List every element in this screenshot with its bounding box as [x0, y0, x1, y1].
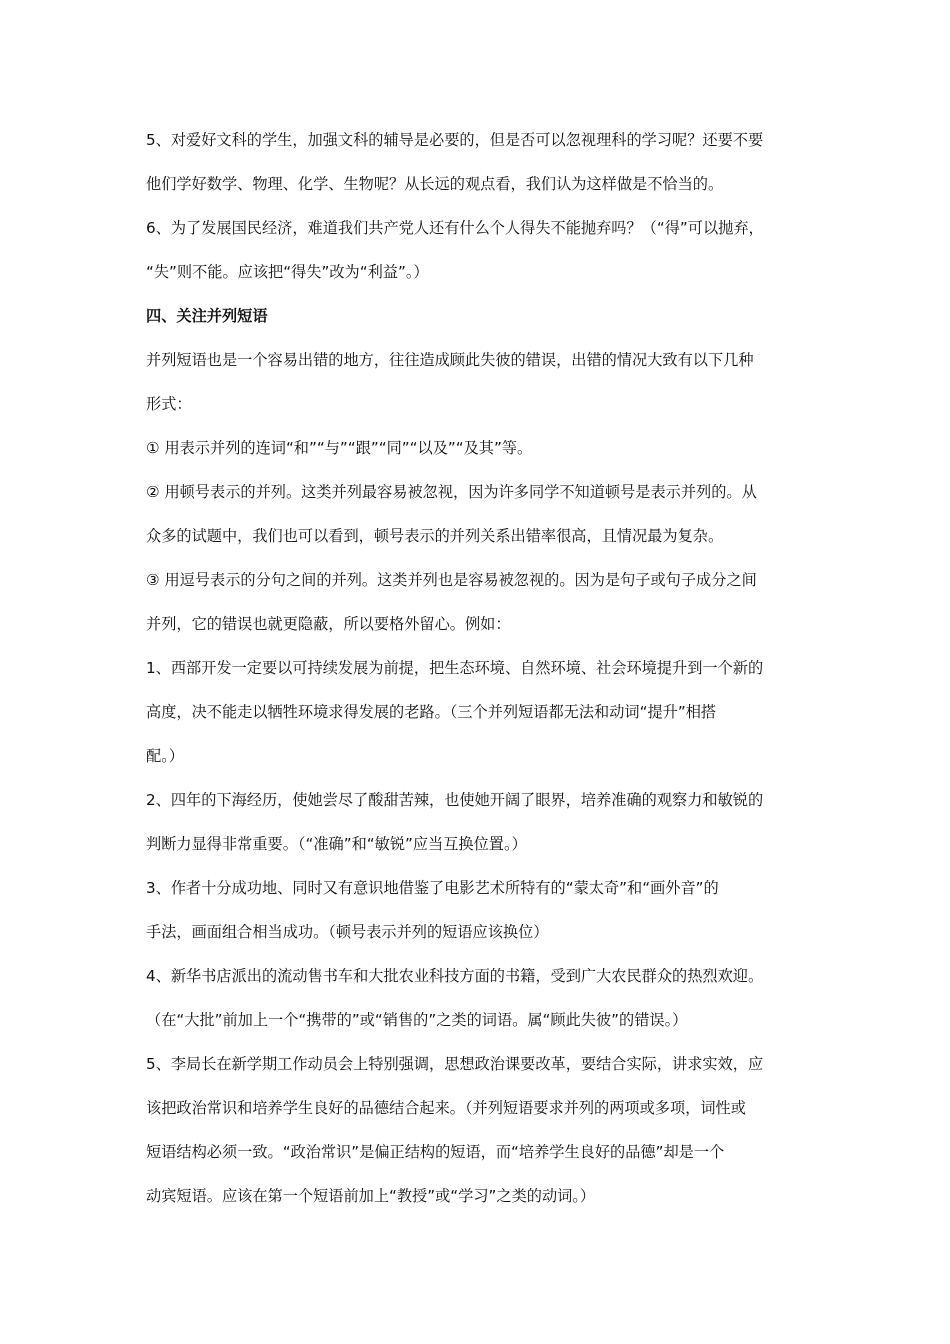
text-line: 短语结构必须一致。“政治常识”是偏正结构的短语，而“培养学生良好的品德”却是一个 — [146, 1143, 725, 1161]
text-line: 判断力显得非常重要。（“准确”和“敏锐”应当互换位置。） — [146, 835, 527, 853]
text-line: 他们学好数学、物理、化学、生物呢？从长远的观点看，我们认为这样做是不恰当的。 — [146, 175, 724, 193]
text-line: 6、为了发展国民经济，难道我们共产党人还有什么个人得失不能抛弃吗？（“得”可以抛弃， — [146, 219, 764, 237]
text-line: 高度，决不能走以牺牲环境求得发展的老路。（三个并列短语都无法和动词“提升”相搭 — [146, 703, 717, 721]
text-line: ② 用顿号表示的并列。这类并列最容易被忽视，因为许多同学不知道顿号是表示并列的。从 — [146, 483, 757, 501]
text-line: 动宾短语。应该在第一个短语前加上“教授”或“学习”之类的动词。） — [146, 1187, 596, 1205]
text-line: 2、四年的下海经历，使她尝尽了酸甜苦辣，也使她开阔了眼界，培养准确的观察力和敏锐的 — [146, 791, 764, 809]
text-line: 众多的试题中，我们也可以看到，顿号表示的并列关系出错率很高，且情况最为复杂。 — [146, 527, 724, 545]
text-line: 形式： — [146, 395, 192, 413]
text-line: ① 用表示并列的连词“和”“与”“跟”“同”“以及”“及其”等。 — [146, 439, 533, 457]
text-line: 3、作者十分成功地、同时又有意识地借鉴了电影艺术所特有的“蒙太奇”和“画外音”的 — [146, 879, 719, 897]
text-line: 手法，画面组合相当成功。（顿号表示并列的短语应该换位） — [146, 923, 549, 941]
text-line: “失”则不能。应该把“得失”改为“利益”。） — [146, 263, 429, 281]
text-line: 并列短语也是一个容易出错的地方，往往造成顾此失彼的错误，出错的情况大致有以下几种 — [146, 351, 754, 369]
text-line: 1、西部开发一定要以可持续发展为前提，把生态环境、自然环境、社会环境提升到一个新的 — [146, 659, 764, 677]
text-line: 该把政治常识和培养学生良好的品德结合起来。（并列短语要求并列的两项或多项，词性或 — [146, 1099, 746, 1117]
text-line: 5、对爱好文科的学生，加强文科的辅导是必要的，但是否可以忽视理科的学习呢？还要不要 — [146, 131, 764, 149]
document-page — [146, 118, 816, 1218]
text-line: 5、李局长在新学期工作动员会上特别强调，思想政治课要改革，要结合实际，讲求实效，应 — [146, 1055, 764, 1073]
section-heading: 四、关注并列短语 — [146, 307, 268, 325]
text-line: 4、新华书店派出的流动售书车和大批农业科技方面的书籍，受到广大农民群众的热烈欢迎。 — [146, 967, 764, 985]
text-line: 配。） — [146, 747, 184, 765]
text-line: （在“大批”前加上一个“携带的”或“销售的”之类的词语。属“顾此失彼”的错误。） — [146, 1011, 688, 1029]
text-line: ③ 用逗号表示的分句之间的并列。这类并列也是容易被忽视的。因为是句子或句子成分之间 — [146, 571, 757, 589]
text-line: 并列，它的错误也就更隐蔽，所以要格外留心。例如： — [146, 615, 511, 633]
